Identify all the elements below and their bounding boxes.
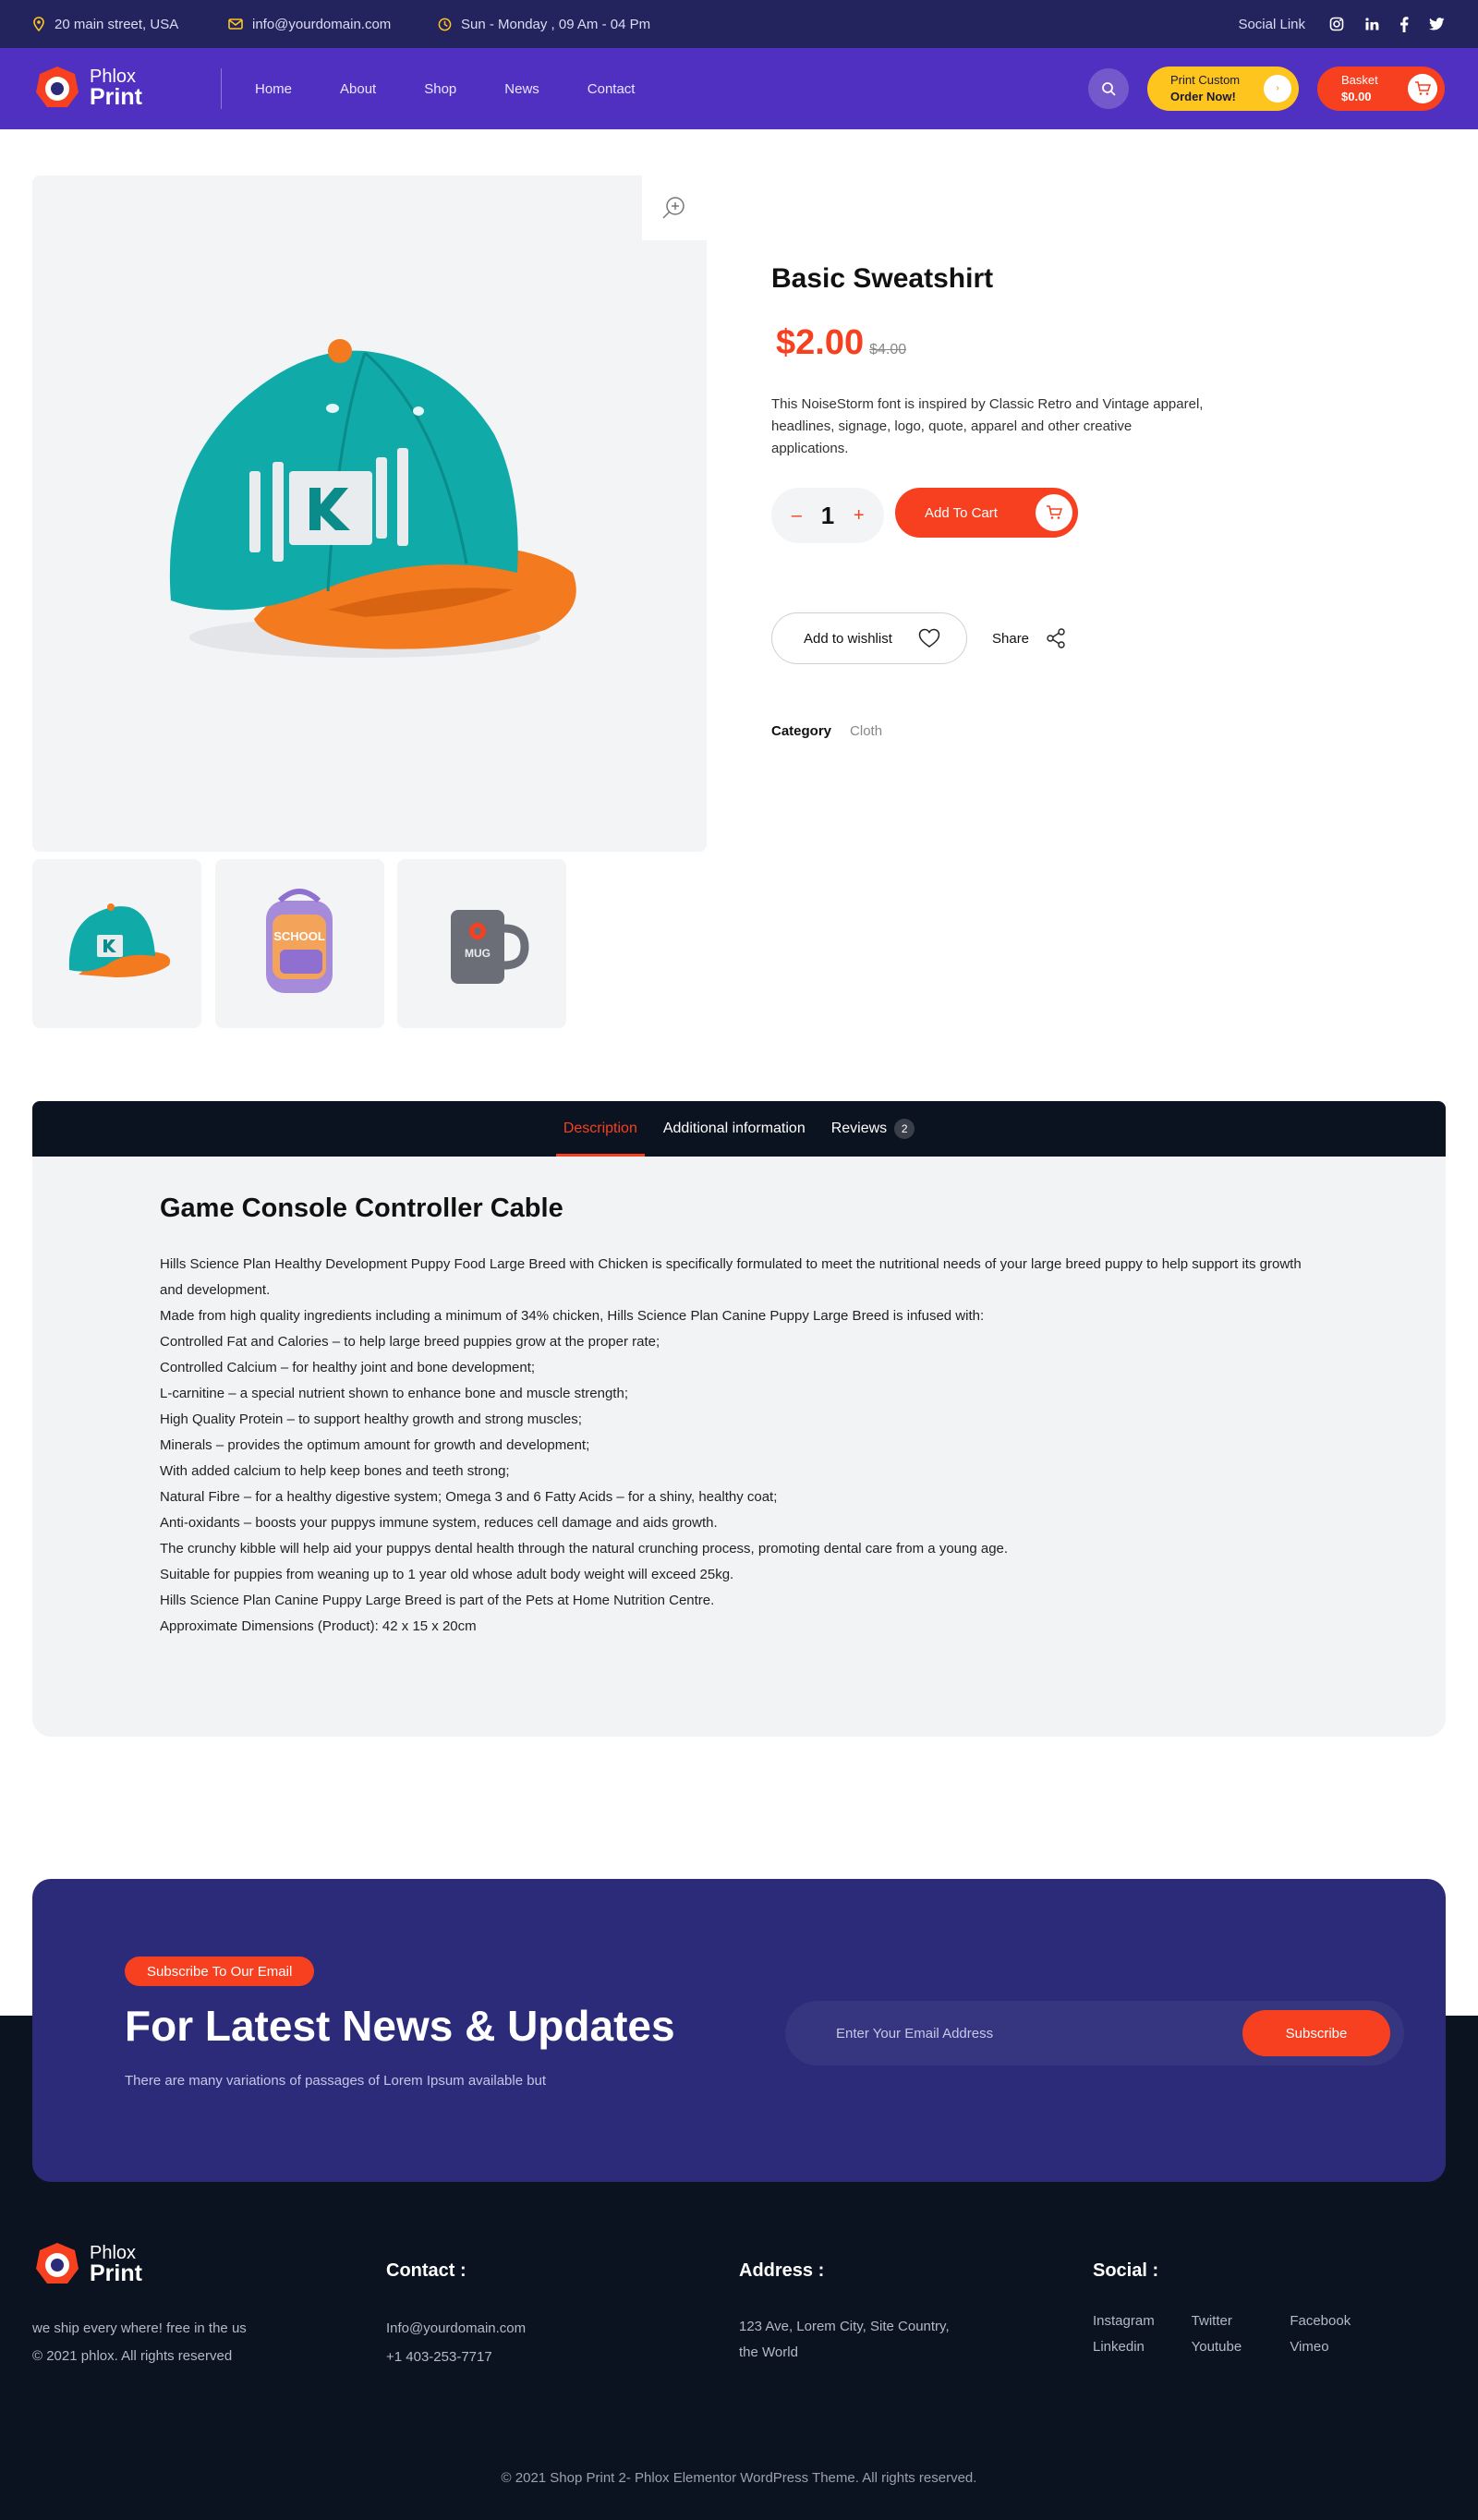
location-pin-icon	[32, 17, 45, 31]
nav-contact[interactable]: Contact	[587, 80, 636, 97]
clock-icon	[438, 18, 452, 31]
nav-news[interactable]: News	[504, 80, 539, 97]
basket-button[interactable]	[1317, 67, 1445, 111]
search-icon	[1101, 81, 1116, 96]
footer-social-links	[1093, 2311, 1388, 2357]
newsletter-form	[785, 2001, 1404, 2066]
footer-address-heading: Address :	[739, 2260, 825, 2281]
address-info	[32, 0, 178, 48]
footer-address-line1: 123 Ave, Lorem City, Site Country,	[739, 2319, 950, 2334]
hours-info	[438, 0, 650, 48]
footer-brand-bottom: Print	[90, 2260, 142, 2286]
description-line: Natural Fibre – for a healthy digestive system; Omega 3 and 6 Fatty Acids – for a shiny, healthy coat;	[160, 1489, 778, 1505]
old-price: $4.00	[869, 342, 907, 357]
cap-thumb-image	[32, 859, 201, 1028]
footer-link-facebook[interactable]: Facebook	[1290, 2313, 1351, 2329]
email-input[interactable]: Enter Your Email Address	[836, 2025, 994, 2041]
footer-brand-top: Phlox	[90, 2242, 137, 2263]
thumbnail-cap[interactable]	[32, 859, 201, 1028]
add-to-cart-label: Add To Cart	[925, 504, 998, 521]
brand-name-top: Phlox	[90, 66, 137, 87]
nav-home[interactable]: Home	[255, 80, 293, 97]
basket-label: Basket	[1341, 73, 1378, 88]
top-info-bar	[0, 0, 1478, 48]
share-button[interactable]	[992, 612, 1066, 664]
description-line: Suitable for puppies from weaning up to 1 year old whose adult body weight will exceed 25kg.	[160, 1567, 734, 1582]
footer-logo[interactable]	[34, 2241, 142, 2287]
product-title: Basic Sweatshirt	[771, 263, 994, 294]
backpack-text: SCHOOL	[273, 929, 325, 943]
share-icon	[1046, 628, 1066, 648]
top-social	[1238, 0, 1478, 48]
footer-contact-heading: Contact :	[386, 2260, 466, 2281]
add-to-cart-button[interactable]	[895, 488, 1078, 538]
subscribe-button[interactable]: Subscribe	[1242, 2010, 1390, 2056]
product-price	[776, 323, 906, 363]
category-value[interactable]: Cloth	[850, 723, 883, 739]
qty-decrease-button[interactable]: –	[791, 504, 802, 526]
description-line: Minerals – provides the optimum amount for growth and development;	[160, 1437, 590, 1453]
description-line: High Quality Protein – to support healthy growth and strong muscles;	[160, 1411, 582, 1427]
nav-divider	[221, 68, 222, 109]
zoom-in-icon	[661, 195, 687, 221]
brand-name-bottom: Print	[90, 83, 142, 110]
tab-additional-label: Additional information	[662, 1121, 806, 1136]
footer-rights: © 2021 phlox. All rights reserved	[32, 2348, 233, 2364]
newsletter-subtitle: There are many variations of passages of Lorem Ipsum available but	[125, 2073, 547, 2089]
add-to-wishlist-button[interactable]	[771, 612, 967, 664]
nav-menu	[255, 48, 635, 129]
footer-contact-email[interactable]: Info@yourdomain.com	[386, 2320, 527, 2336]
description-line: L-carnitine – a special nutrient shown to enhance bone and muscle strength;	[160, 1386, 628, 1401]
footer-tagline: we ship every where! free in the us	[32, 2320, 247, 2336]
basket-total: $0.00	[1341, 90, 1372, 103]
cart-icon	[1036, 494, 1072, 531]
hours-text: Sun - Monday , 09 Am - 04 Pm	[461, 16, 651, 32]
linkedin-icon[interactable]	[1364, 17, 1379, 31]
footer-contact-phone[interactable]: +1 403-253-7717	[386, 2349, 492, 2365]
thumbnail-mug[interactable]	[397, 859, 566, 1028]
social-link-label: Social Link	[1238, 16, 1305, 32]
zoom-button[interactable]	[642, 176, 707, 240]
heart-icon	[918, 628, 940, 648]
product-category	[771, 723, 882, 739]
footer-social-heading: Social :	[1093, 2260, 1159, 2281]
product-description: This NoiseStorm font is inspired by Classic Retro and Vintage apparel, headlines, signage, logo, quote, apparel and other creative applications.	[771, 396, 1204, 456]
footer-link-youtube[interactable]: Youtube	[1191, 2339, 1242, 2355]
main-navbar	[0, 48, 1478, 129]
description-body	[160, 1252, 1305, 1640]
description-line: Controlled Calcium – for healthy joint and bone development;	[160, 1360, 536, 1375]
print-custom-button[interactable]	[1147, 67, 1299, 111]
tab-reviews[interactable]	[828, 1101, 918, 1157]
logo-mark-icon	[34, 2241, 80, 2287]
address-text: 20 main street, USA	[55, 16, 179, 32]
description-line: Controlled Fat and Calories – to help large breed puppies grow at the proper rate;	[160, 1334, 660, 1350]
product-tabs	[32, 1101, 1446, 1157]
mail-icon	[228, 18, 243, 30]
current-price: $2.00	[776, 323, 865, 362]
wishlist-label: Add to wishlist	[804, 630, 892, 647]
mug-text: MUG	[465, 947, 491, 960]
description-line: Hills Science Plan Canine Puppy Large Breed is part of the Pets at Home Nutrition Centre.	[160, 1593, 715, 1608]
footer-copyright: © 2021 Shop Print 2- Phlox Elementor WordPress Theme. All rights reserved.	[501, 2470, 977, 2486]
product-main-image[interactable]	[32, 176, 707, 852]
email-info[interactable]	[228, 0, 391, 48]
description-line: Made from high quality ingredients including a minimum of 34% chicken, Hills Science Plan Canine Puppy Large Breed is infused with:	[160, 1308, 985, 1324]
newsletter-section	[32, 1879, 1446, 2182]
footer-link-vimeo[interactable]: Vimeo	[1290, 2339, 1329, 2355]
description-line: With added calcium to help keep bones and teeth strong;	[160, 1463, 510, 1479]
newsletter-title: For Latest News & Updates	[125, 2002, 675, 2050]
tab-description-label: Description	[563, 1121, 637, 1136]
tab-description[interactable]	[560, 1101, 641, 1157]
arrow-right-icon: ›	[1264, 75, 1291, 103]
print-custom-label: Print Custom	[1170, 73, 1241, 88]
twitter-icon[interactable]	[1429, 18, 1445, 30]
qty-increase-button[interactable]: +	[853, 504, 865, 526]
cap-image	[32, 176, 707, 852]
footer-link-linkedin[interactable]: Linkedin	[1093, 2339, 1145, 2355]
facebook-icon[interactable]	[1399, 17, 1409, 32]
description-line: Hills Science Plan Healthy Development Puppy Food Large Breed with Chicken is specifically formulated to meet the nutritional needs of your large breed puppy to help support its growth and development.	[160, 1256, 1302, 1298]
nav-shop[interactable]: Shop	[424, 80, 457, 97]
nav-about[interactable]: About	[340, 80, 377, 97]
instagram-icon[interactable]	[1329, 17, 1344, 31]
description-title: Game Console Controller Cable	[160, 1193, 563, 1223]
description-line: Anti-oxidants – boosts your puppys immune system, reduces cell damage and aids growth.	[160, 1515, 718, 1531]
description-line: Approximate Dimensions (Product): 42 x 15 x 20cm	[160, 1618, 477, 1634]
order-now-label: Order Now!	[1170, 90, 1236, 103]
quantity-stepper	[771, 488, 884, 543]
thumbnail-backpack[interactable]	[215, 859, 384, 1028]
share-label: Share	[992, 630, 1030, 647]
footer-address-line2: the World	[739, 2344, 798, 2360]
search-button[interactable]	[1088, 68, 1129, 109]
category-label: Category	[771, 723, 832, 739]
qty-value[interactable]: 1	[820, 501, 835, 529]
newsletter-pill: Subscribe To Our Email	[125, 1957, 314, 1986]
tab-additional-information[interactable]	[660, 1101, 809, 1157]
footer-link-instagram[interactable]: Instagram	[1093, 2313, 1155, 2329]
brand-logo[interactable]	[34, 65, 142, 111]
mug-thumb-image	[397, 859, 566, 1028]
backpack-thumb-image	[215, 859, 384, 1028]
reviews-count-badge: 2	[894, 1119, 915, 1139]
cart-icon	[1408, 74, 1437, 103]
description-line: The crunchy kibble will help aid your puppys dental health through the natural crunching process, promoting dental care from a young age.	[160, 1541, 1009, 1557]
footer-link-twitter[interactable]: Twitter	[1191, 2313, 1232, 2329]
email-text[interactable]: info@yourdomain.com	[252, 16, 392, 32]
logo-mark-icon	[34, 65, 80, 111]
tab-reviews-label: Reviews	[830, 1121, 888, 1136]
